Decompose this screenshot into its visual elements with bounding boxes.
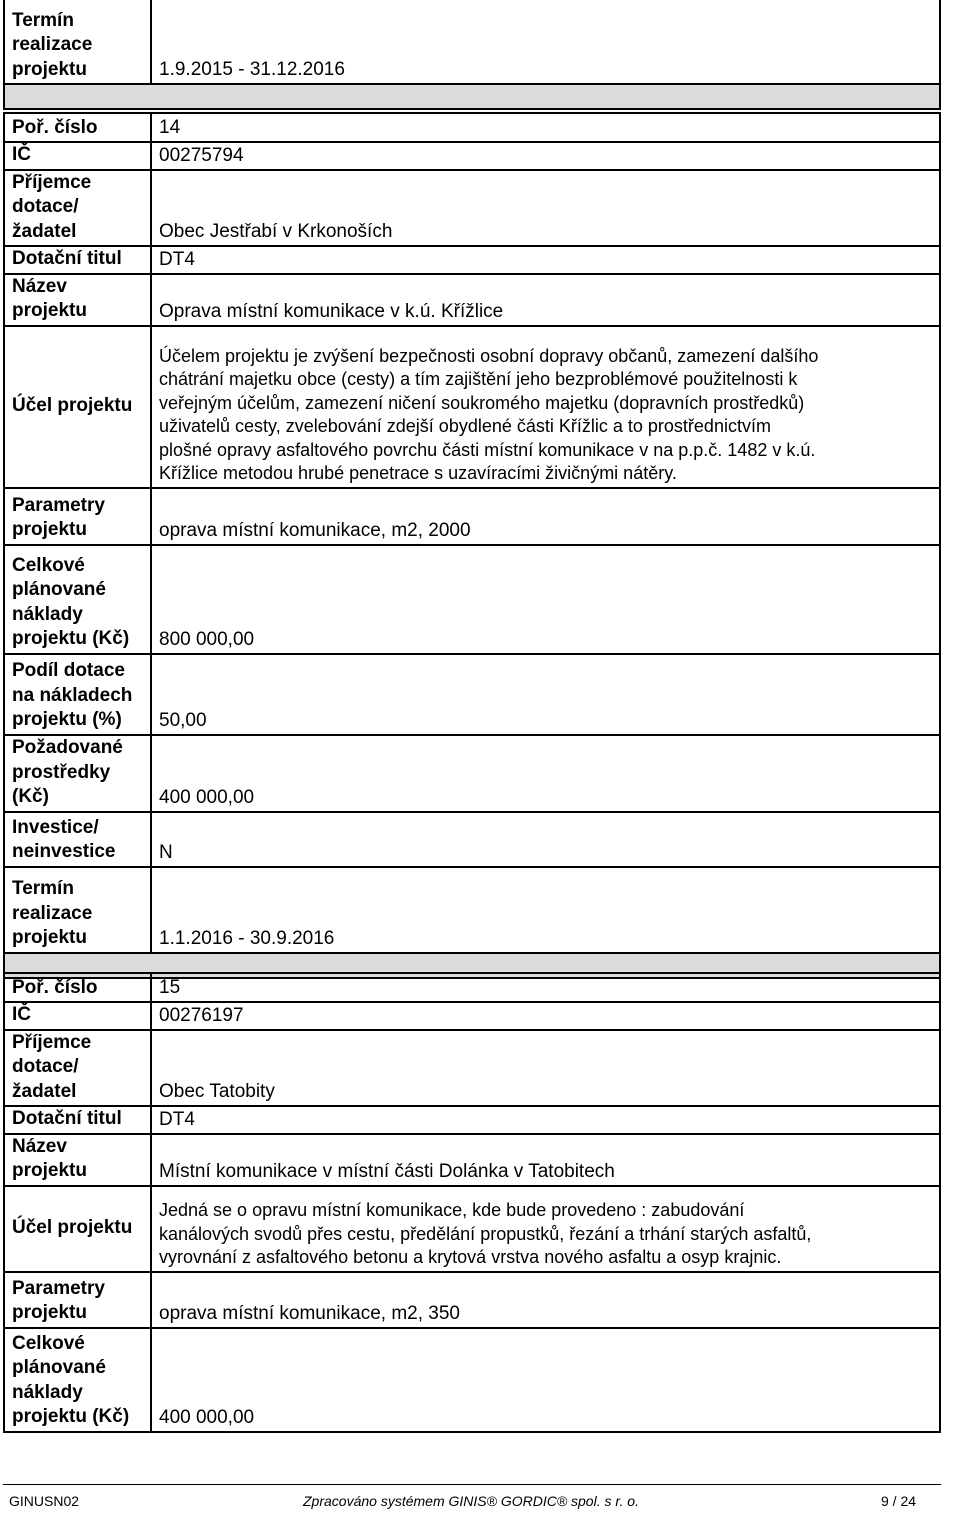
label-parametry: Parametry projektu — [4, 488, 151, 545]
value-por-cislo: 14 — [151, 113, 940, 142]
label-nazev: Název projektu — [4, 1134, 151, 1186]
value-pozadovane: 400 000,00 — [151, 735, 940, 812]
label-parametry: Parametry projektu — [4, 1272, 151, 1328]
label-dotacni-titul: Dotační titul — [4, 246, 151, 274]
value-prijemce: Obec Tatobity — [151, 1030, 940, 1107]
label-ucel: Účel projektu — [4, 326, 151, 488]
value-ucel: Jedná se o opravu místní komunikace, kde bude provedeno : zabudování kanálových svodů přes cestu, předělání propustků, řezání a trhání starých asfaltů, vyrovnání z asfaltového betonu a krytová vrstva nového asfaltu a osyp krajnic. — [151, 1186, 940, 1272]
value-celkove: 800 000,00 — [151, 545, 940, 654]
value-termin: 1.1.2016 - 30.9.2016 — [151, 867, 940, 953]
value-prijemce: Obec Jestřabí v Krkonoších — [151, 170, 940, 247]
label-prijemce: Příjemce dotace/ žadatel — [4, 1030, 151, 1107]
label-termin: Termín realizace projektu — [4, 867, 151, 953]
label-celkove: Celkové plánované náklady projektu (Kč) — [4, 1328, 151, 1432]
label-ic: IČ — [4, 1002, 151, 1030]
label-dotacni-titul: Dotační titul — [4, 1106, 151, 1134]
value-ic: 00276197 — [151, 1002, 940, 1030]
value-dotacni-titul: DT4 — [151, 1106, 940, 1134]
project-table-prev — [3, 0, 941, 110]
footer-system-note: Zpracováno systémem GINIS® GORDIC® spol. s r. o. — [303, 1493, 639, 1509]
value-podil: 50,00 — [151, 654, 940, 735]
separator-row — [4, 84, 940, 109]
value-celkove: 400 000,00 — [151, 1328, 940, 1432]
label-ic: IČ — [4, 142, 151, 170]
label-ucel: Účel projektu — [4, 1186, 151, 1272]
project-table-15 — [3, 972, 941, 1433]
value-por-cislo: 15 — [151, 973, 940, 1002]
value-nazev: Místní komunikace v místní části Dolánka v Tatobitech — [151, 1134, 940, 1186]
value-investice: N — [151, 812, 940, 867]
value-parametry: oprava místní komunikace, m2, 350 — [151, 1272, 940, 1328]
label-nazev: Název projektu — [4, 274, 151, 326]
label-celkove: Celkové plánované náklady projektu (Kč) — [4, 545, 151, 654]
value-nazev: Oprava místní komunikace v k.ú. Křížlice — [151, 274, 940, 326]
label-por-cislo: Poř. číslo — [4, 973, 151, 1002]
label-por-cislo: Poř. číslo — [4, 113, 151, 142]
value-ic: 00275794 — [151, 142, 940, 170]
footer-page-number: 9 / 24 — [881, 1493, 917, 1509]
value-parametry: oprava místní komunikace, m2, 2000 — [151, 488, 940, 545]
value-dotacni-titul: DT4 — [151, 246, 940, 274]
page-footer — [3, 1484, 941, 1513]
footer-report-code: GINUSN02 — [9, 1493, 80, 1509]
project-table-14 — [3, 112, 941, 979]
label-pozadovane: Požadované prostředky (Kč) — [4, 735, 151, 812]
value-ucel: Účelem projektu je zvýšení bezpečnosti osobní dopravy občanů, zamezení dalšího chátrání majetku obce (cesty) a tím zajištění jeho bezproblémové použitelnosti k veřejným účelům, zamezení ničení soukromého majetku (dopravních prostředků) uživatelů cesty, zvelebování zdejší obydlené části Křížlic a to prostřednictvím plošné opravy asfaltového povrchu části místní komunikace v na p.p.č. 1482 v k.ú. Křížlice metodou hrubé penetrace s uzavíracími živičnými nátěry. — [151, 326, 940, 488]
label-termin: Termín realizace projektu — [4, 0, 151, 84]
label-investice: Investice/ neinvestice — [4, 812, 151, 867]
label-prijemce: Příjemce dotace/ žadatel — [4, 170, 151, 247]
label-podil: Podíl dotace na nákladech projektu (%) — [4, 654, 151, 735]
value-termin: 1.9.2015 - 31.12.2016 — [151, 0, 940, 84]
